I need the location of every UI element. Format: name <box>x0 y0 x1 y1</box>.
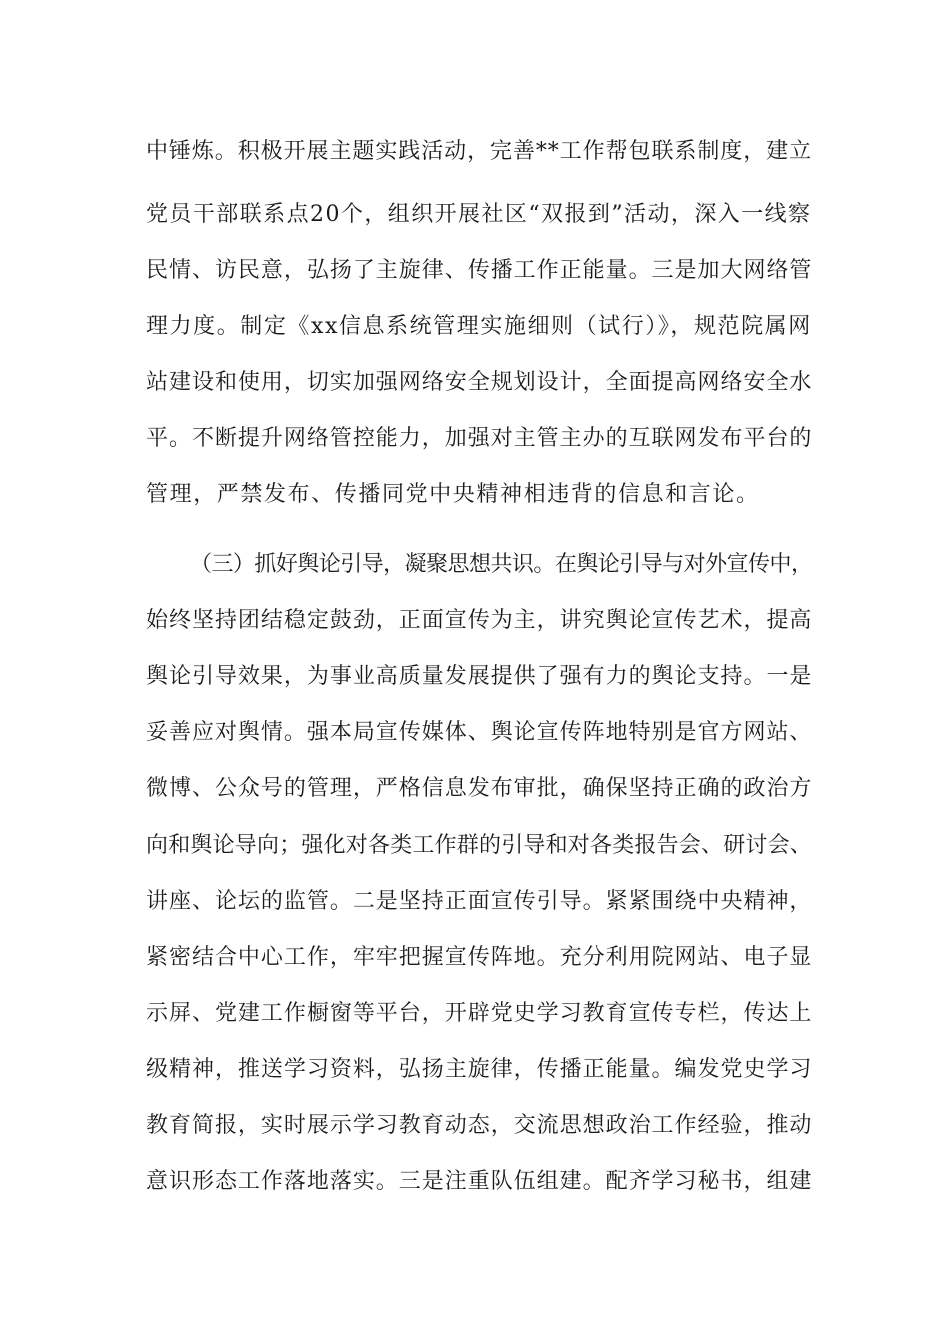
text-line: 教育简报，实时展示学习教育动态，交流思想政治工作经验，推动 <box>146 1113 813 1138</box>
section-heading-line: （三）抓好舆论引导，凝聚思想共识。在舆论引导与对外宣传中， <box>190 552 813 577</box>
text-line: 意识形态工作落地落实。三是注重队伍组建。配齐学习秘书，组建 <box>146 1169 813 1194</box>
text-line: 妥善应对舆情。强本局宣传媒体、舆论宣传阵地特别是官方网站、 <box>146 720 813 745</box>
text-line: 示屏、党建工作橱窗等平台，开辟党史学习教育宣传专栏，传达上 <box>146 1001 813 1026</box>
text-line: 理力度。制定《xx信息系统管理实施细则（试行）》，规范院属网 <box>146 314 812 339</box>
text-line: 管理，严禁发布、传播同党中央精神相违背的信息和言论。 <box>146 482 760 507</box>
text-line: 紧密结合中心工作，牢牢把握宣传阵地。充分利用院网站、电子显 <box>146 945 813 970</box>
text-line: 中锤炼。积极开展主题实践活动，完善**工作帮包联系制度，建立 <box>146 139 813 164</box>
text-line: 站建设和使用，切实加强网络安全规划设计，全面提高网络安全水 <box>146 370 813 395</box>
text-line: 党员干部联系点20个，组织开展社区“双报到”活动，深入一线察 <box>146 202 812 227</box>
text-line: 级精神，推送学习资料，弘扬主旋律，传播正能量。编发党史学习 <box>146 1057 813 1082</box>
text-line: 平。不断提升网络管控能力，加强对主管主办的互联网发布平台的 <box>146 426 813 451</box>
text-line: 向和舆论导向；强化对各类工作群的引导和对各类报告会、研讨会、 <box>146 833 813 858</box>
text-line: 讲座、论坛的监管。二是坚持正面宣传引导。紧紧围绕中央精神， <box>146 889 813 914</box>
text-line: 始终坚持团结稳定鼓劲，正面宣传为主，讲究舆论宣传艺术，提高 <box>146 608 813 633</box>
text-line: 民情、访民意，弘扬了主旋律、传播工作正能量。三是加大网络管 <box>146 258 813 283</box>
text-line: 舆论引导效果，为事业高质量发展提供了强有力的舆论支持。一是 <box>146 664 813 689</box>
text-line: 微博、公众号的管理，严格信息发布审批，确保坚持正确的政治方 <box>146 776 813 801</box>
